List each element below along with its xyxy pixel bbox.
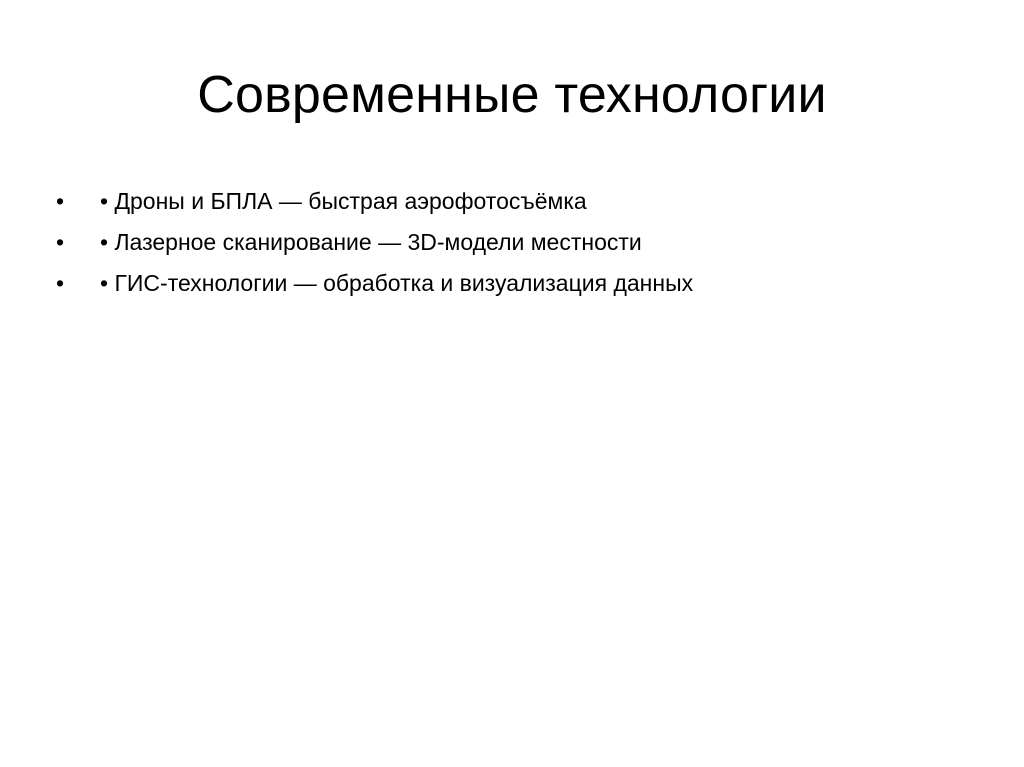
bullet-icon: • xyxy=(56,270,65,296)
bullet-text: • Лазерное сканирование — 3D-модели местности xyxy=(100,229,642,255)
bullet-icon: • xyxy=(56,188,65,214)
list-item xyxy=(56,184,956,225)
list-item xyxy=(56,266,956,307)
bullet-text: • ГИС-технологии — обработка и визуализация данных xyxy=(100,270,694,296)
bullet-list xyxy=(56,184,956,307)
bullet-text: • Дроны и БПЛА — быстрая аэрофотосъёмка xyxy=(100,188,587,214)
list-item xyxy=(56,225,956,266)
bullet-icon: • xyxy=(56,229,65,255)
slide-title: Современные технологии xyxy=(197,66,827,124)
